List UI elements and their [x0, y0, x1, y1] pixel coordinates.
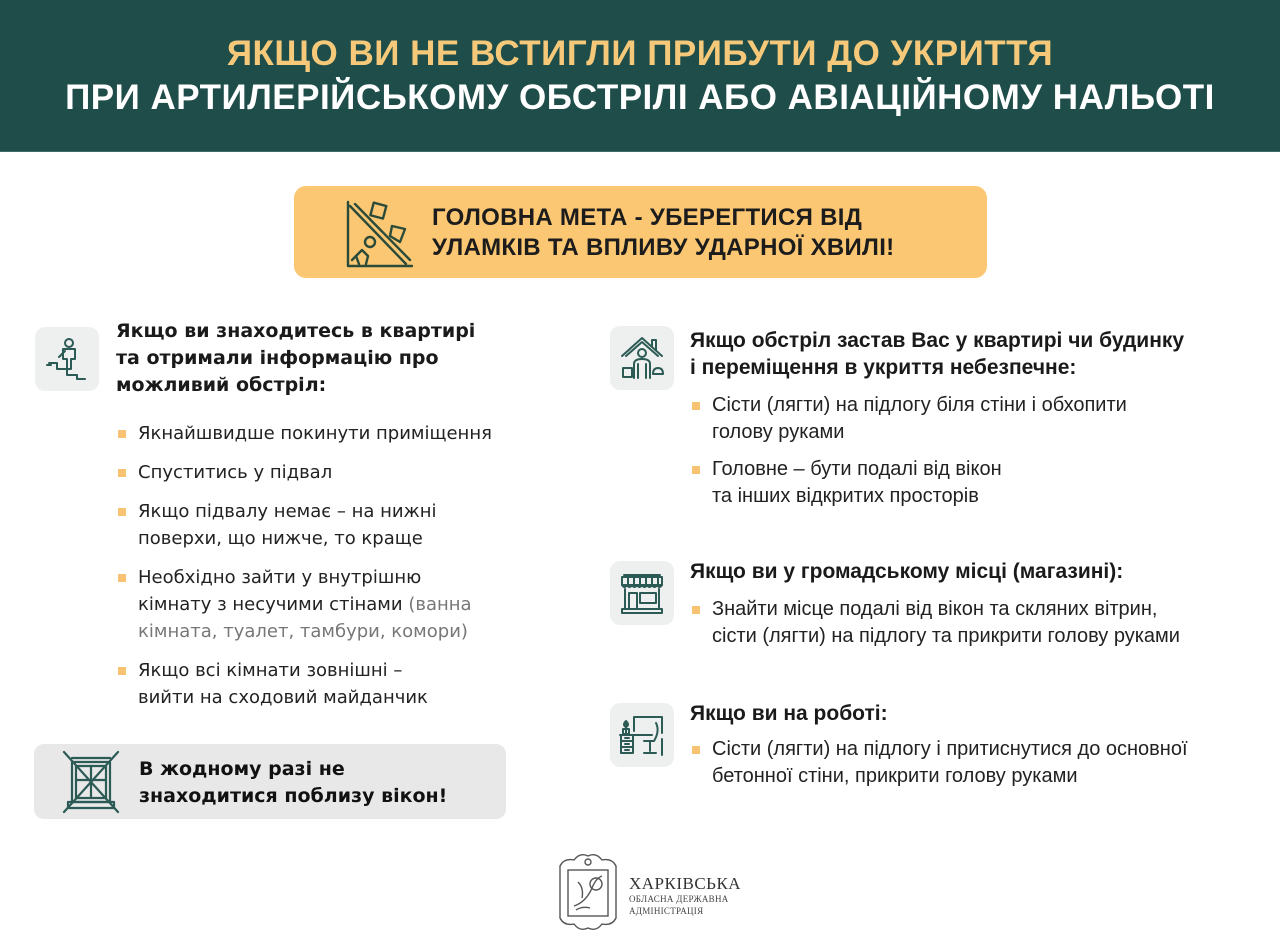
office-desk-icon: [618, 711, 666, 759]
debris-shelter-icon: [342, 198, 414, 270]
home-instructions-list: [692, 392, 1252, 520]
item-note: кімната, туалет, тамбури, комори): [138, 621, 468, 642]
header-banner: [0, 0, 1280, 152]
stairs-person-icon: [43, 335, 91, 383]
item-text: Сісти (лягти) на підлогу біля стіни і обхопити: [712, 394, 1127, 416]
house-person-icon: [618, 334, 666, 382]
org-logo: [556, 852, 742, 932]
item-text: сісти (лягти) на підлогу та прикрити голову руками: [712, 625, 1180, 647]
kharkiv-coat-of-arms-icon: [556, 852, 620, 932]
item-text: вийти на сходовий майданчик: [138, 687, 428, 708]
title-line: Якщо ви знаходитесь в квартирі: [116, 320, 476, 342]
work-title: [690, 700, 888, 727]
apartment-instructions-list: [118, 420, 548, 723]
list-item: [692, 736, 1262, 790]
header-title-line2: ПРИ АРТИЛЕРІЙСЬКОМУ ОБСТРІЛІ АБО АВІАЦІЙНОМУ НАЛЬОТІ: [65, 77, 1215, 117]
office-desk-icon-box: [610, 703, 674, 767]
bullet-square-icon: [118, 430, 126, 438]
item-text: Сісти (лягти) на підлогу і притиснутися до основної: [712, 738, 1188, 760]
list-item: [692, 456, 1252, 510]
public-place-title: [690, 558, 1123, 585]
item-text: та інших відкритих просторів: [712, 485, 979, 507]
list-item: [118, 498, 548, 552]
item-text: Якщо підвалу немає – на нижні: [138, 501, 437, 522]
title-line: Якщо обстріл застав Вас у квартирі чи будинку: [690, 329, 1185, 352]
item-text: Спуститись у підвал: [138, 462, 333, 483]
bullet-square-icon: [692, 402, 700, 410]
title-line: і переміщення в укриття небезпечне:: [690, 356, 1077, 379]
bullet-square-icon: [692, 466, 700, 474]
item-text: поверхи, що нижче, то краще: [138, 528, 423, 549]
window-warning-text: [139, 756, 447, 810]
title-line: Якщо ви на роботі:: [690, 702, 888, 725]
item-text-line: [138, 591, 548, 618]
item-text: Необхідно зайти у внутрішню: [138, 567, 422, 588]
goal-line2: УЛАМКІВ ТА ВПЛИВУ УДАРНОЇ ХВИЛІ!: [432, 234, 895, 261]
work-instructions-list: [692, 736, 1262, 800]
list-item: [118, 459, 548, 486]
item-text: Знайти місце подалі від вікон та скляних вітрин,: [712, 598, 1158, 620]
item-text: кімнату з несучими стінами: [138, 594, 403, 615]
item-text: Якнайшвидше покинути приміщення: [138, 423, 492, 444]
header-title-line1: ЯКЩО ВИ НЕ ВСТИГЛИ ПРИБУТИ ДО УКРИТТЯ: [226, 33, 1054, 73]
list-item: [118, 564, 548, 645]
bullet-square-icon: [692, 746, 700, 754]
storefront-icon-box: [610, 561, 674, 625]
org-subtitle-1: ОБЛАСНА ДЕРЖАВНА: [629, 894, 729, 904]
item-note: (ванна: [402, 594, 472, 615]
goal-text: [432, 203, 894, 263]
list-item: [118, 657, 548, 711]
crossed-window-icon: [62, 750, 120, 814]
list-item: [692, 392, 1252, 446]
bullet-square-icon: [692, 606, 700, 614]
bullet-square-icon: [118, 469, 126, 477]
item-text: Головне – бути подалі від вікон: [712, 458, 1002, 480]
goal-line1: ГОЛОВНА МЕТА - УБЕРЕГТИСЯ ВІД: [432, 204, 863, 231]
bullet-square-icon: [118, 508, 126, 516]
bullet-square-icon: [118, 667, 126, 675]
item-text: бетонної стіни, прикрити голову руками: [712, 765, 1078, 787]
list-item: [692, 596, 1262, 650]
stairs-person-icon-box: [35, 327, 99, 391]
main-goal-banner: [294, 186, 987, 278]
window-warning-box: [34, 744, 506, 819]
public-place-instructions-list: [692, 596, 1262, 660]
bullet-square-icon: [118, 574, 126, 582]
storefront-icon: [618, 569, 666, 617]
item-text: Якщо всі кімнати зовнішні –: [138, 660, 403, 681]
warning-line1: В жодному разі не: [139, 758, 345, 780]
item-text: голову руками: [712, 421, 845, 443]
title-line: Якщо ви у громадському місці (магазині):: [690, 560, 1124, 583]
org-name: ХАРКІВСЬКА: [629, 874, 742, 893]
apartment-warning-title: [116, 318, 475, 399]
list-item: [118, 420, 548, 447]
house-person-icon-box: [610, 326, 674, 390]
org-subtitle-2: АДМІНІСТРАЦІЯ: [629, 906, 704, 916]
home-shelling-title: [690, 327, 1184, 381]
warning-line2: знаходитися поблизу вікон!: [139, 785, 448, 807]
title-line: та отримали інформацію про: [116, 347, 439, 369]
title-line: можливий обстріл:: [116, 374, 327, 396]
